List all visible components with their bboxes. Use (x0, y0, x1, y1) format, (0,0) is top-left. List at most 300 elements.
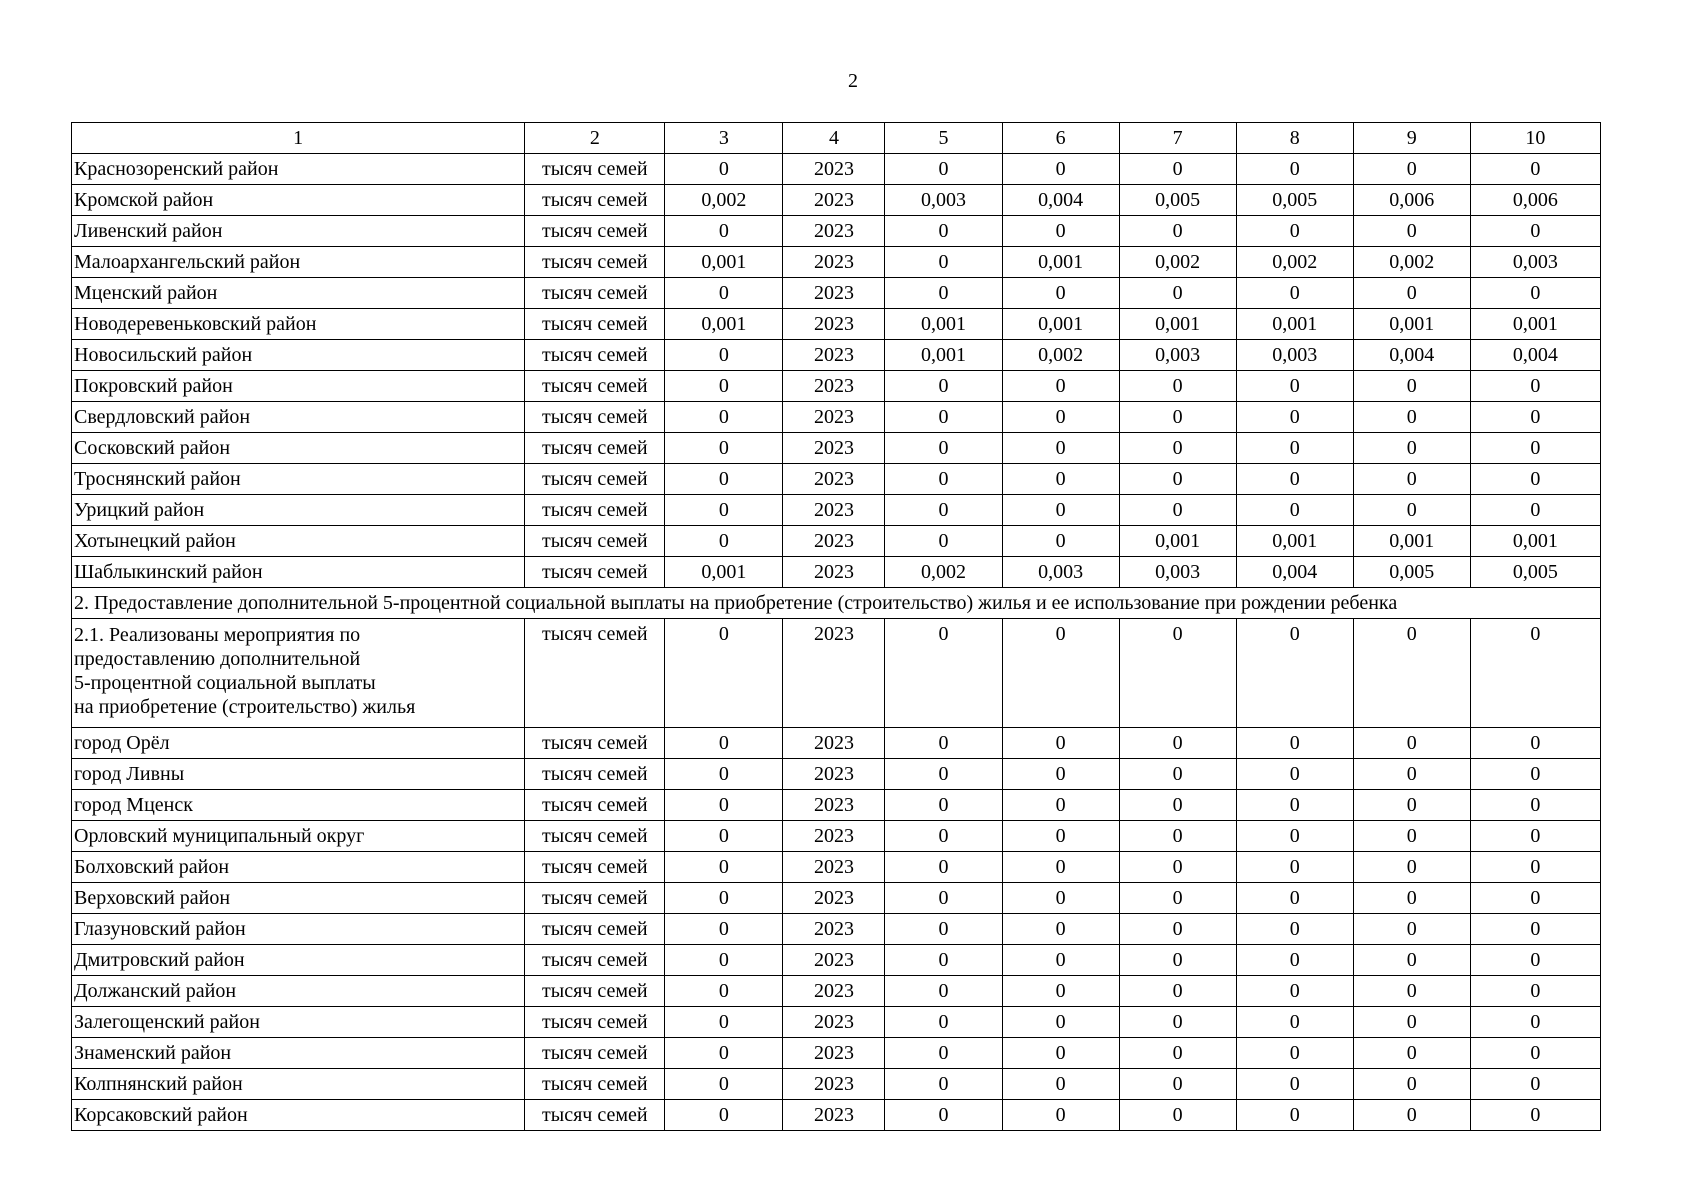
value-cell: 0,001 (1470, 526, 1600, 557)
value-cell: 0 (1470, 1100, 1600, 1131)
value-cell: 0 (665, 728, 783, 759)
value-cell: 0 (885, 402, 1002, 433)
table-row (72, 526, 1601, 557)
value-cell: 0 (885, 619, 1002, 728)
header-cell: 4 (783, 123, 885, 154)
value-cell: 0,001 (1119, 309, 1236, 340)
value-cell: 0 (665, 759, 783, 790)
value-cell: 0 (1236, 495, 1353, 526)
value-cell: 0 (665, 464, 783, 495)
value-cell: 0 (1470, 728, 1600, 759)
row-name-cell: Болховский район (72, 852, 525, 883)
unit-cell: тысяч семей (525, 464, 665, 495)
value-cell: 0 (885, 914, 1002, 945)
value-cell: 0 (665, 852, 783, 883)
value-cell: 0 (1470, 402, 1600, 433)
value-cell: 0 (665, 526, 783, 557)
value-cell: 0 (665, 340, 783, 371)
row-name-cell: Должанский район (72, 976, 525, 1007)
value-cell: 0 (1470, 216, 1600, 247)
table-row (72, 914, 1601, 945)
value-cell: 2023 (783, 619, 885, 728)
value-cell: 0 (665, 216, 783, 247)
row-name-cell: Колпнянский район (72, 1069, 525, 1100)
value-cell: 2023 (783, 278, 885, 309)
value-cell: 0,002 (1002, 340, 1119, 371)
unit-cell: тысяч семей (525, 1069, 665, 1100)
value-cell: 0 (1353, 852, 1470, 883)
unit-cell: тысяч семей (525, 1100, 665, 1131)
value-cell: 0 (1353, 1038, 1470, 1069)
table-row (72, 247, 1601, 278)
value-cell: 0 (1119, 852, 1236, 883)
value-cell: 2023 (783, 1007, 885, 1038)
value-cell: 0 (1119, 1038, 1236, 1069)
value-cell: 0 (665, 1038, 783, 1069)
value-cell: 0 (885, 728, 1002, 759)
unit-cell: тысяч семей (525, 247, 665, 278)
row-name-cell: Мценский район (72, 278, 525, 309)
value-cell: 2023 (783, 821, 885, 852)
unit-cell: тысяч семей (525, 1007, 665, 1038)
value-cell: 0 (1002, 402, 1119, 433)
value-cell: 2023 (783, 852, 885, 883)
value-cell: 0 (1353, 1100, 1470, 1131)
table-row (72, 278, 1601, 309)
value-cell: 0 (885, 371, 1002, 402)
value-cell: 0 (1236, 371, 1353, 402)
value-cell: 2023 (783, 1038, 885, 1069)
unit-cell: тысяч семей (525, 185, 665, 216)
value-cell: 0 (1002, 914, 1119, 945)
table-row (72, 945, 1601, 976)
value-cell: 0 (885, 464, 1002, 495)
table-row (72, 976, 1601, 1007)
table-row (72, 557, 1601, 588)
row-name-cell: Ливенский район (72, 216, 525, 247)
value-cell: 0,004 (1002, 185, 1119, 216)
value-cell: 0 (1002, 1069, 1119, 1100)
row-name-cell (72, 619, 525, 728)
value-cell: 0 (1119, 1100, 1236, 1131)
indicators-table (71, 122, 1601, 1131)
value-cell: 0 (885, 976, 1002, 1007)
table-row (72, 309, 1601, 340)
value-cell: 0 (1119, 914, 1236, 945)
value-cell: 0 (1353, 728, 1470, 759)
value-cell: 0 (1353, 1007, 1470, 1038)
value-cell: 0 (1236, 278, 1353, 309)
unit-cell: тысяч семей (525, 821, 665, 852)
value-cell: 0 (1236, 1007, 1353, 1038)
header-cell: 9 (1353, 123, 1470, 154)
value-cell: 2023 (783, 790, 885, 821)
value-cell: 0 (1470, 371, 1600, 402)
value-cell: 0 (1119, 883, 1236, 914)
value-cell: 0 (885, 1100, 1002, 1131)
value-cell: 0 (1119, 1007, 1236, 1038)
value-cell: 0 (1119, 495, 1236, 526)
value-cell: 0 (665, 278, 783, 309)
value-cell: 0 (1002, 1038, 1119, 1069)
value-cell: 0 (1236, 945, 1353, 976)
table-row (72, 1100, 1601, 1131)
header-cell: 6 (1002, 123, 1119, 154)
value-cell: 0 (1119, 371, 1236, 402)
row-name-line: 5-процентной социальной выплаты (74, 672, 376, 694)
value-cell: 0 (1236, 914, 1353, 945)
unit-cell: тысяч семей (525, 495, 665, 526)
value-cell: 0 (1470, 976, 1600, 1007)
value-cell: 0 (885, 154, 1002, 185)
value-cell: 0,001 (1119, 526, 1236, 557)
row-name-cell: город Орёл (72, 728, 525, 759)
table-row (72, 464, 1601, 495)
value-cell: 0 (1353, 945, 1470, 976)
value-cell: 0 (1119, 619, 1236, 728)
table-row (72, 728, 1601, 759)
value-cell: 0 (1470, 821, 1600, 852)
value-cell: 0 (1236, 1038, 1353, 1069)
value-cell: 0 (1002, 371, 1119, 402)
unit-cell: тысяч семей (525, 433, 665, 464)
value-cell: 0 (885, 759, 1002, 790)
value-cell: 0 (885, 216, 1002, 247)
value-cell: 0 (1353, 976, 1470, 1007)
value-cell: 0 (1236, 759, 1353, 790)
unit-cell: тысяч семей (525, 340, 665, 371)
value-cell: 0 (1119, 728, 1236, 759)
table-row (72, 216, 1601, 247)
row-name-cell: Глазуновский район (72, 914, 525, 945)
value-cell: 2023 (783, 464, 885, 495)
value-cell: 0 (885, 790, 1002, 821)
value-cell: 0 (1002, 1100, 1119, 1131)
header-cell: 10 (1470, 123, 1600, 154)
value-cell: 2023 (783, 1069, 885, 1100)
value-cell: 0 (665, 1069, 783, 1100)
value-cell: 2023 (783, 340, 885, 371)
table-row (72, 759, 1601, 790)
value-cell: 0,005 (1119, 185, 1236, 216)
unit-cell: тысяч семей (525, 914, 665, 945)
table-body (72, 123, 1601, 1131)
table-row (72, 371, 1601, 402)
unit-cell: тысяч семей (525, 728, 665, 759)
value-cell: 2023 (783, 914, 885, 945)
unit-cell: тысяч семей (525, 945, 665, 976)
unit-cell: тысяч семей (525, 402, 665, 433)
value-cell: 0,001 (1236, 526, 1353, 557)
value-cell: 0,003 (1236, 340, 1353, 371)
table-row (72, 1038, 1601, 1069)
row-name-cell: Троснянский район (72, 464, 525, 495)
value-cell: 0 (1470, 278, 1600, 309)
row-name-cell: Дмитровский район (72, 945, 525, 976)
value-cell: 0 (885, 247, 1002, 278)
value-cell: 0,001 (885, 340, 1002, 371)
value-cell: 0 (665, 402, 783, 433)
unit-cell: тысяч семей (525, 1038, 665, 1069)
value-cell: 0 (665, 619, 783, 728)
header-cell: 2 (525, 123, 665, 154)
value-cell: 0 (1470, 1038, 1600, 1069)
table-row (72, 340, 1601, 371)
value-cell: 0 (1119, 759, 1236, 790)
value-cell: 2023 (783, 402, 885, 433)
value-cell: 0 (885, 433, 1002, 464)
value-cell: 0 (1470, 790, 1600, 821)
value-cell: 0 (1470, 1007, 1600, 1038)
value-cell: 0 (1470, 154, 1600, 185)
value-cell: 0 (665, 883, 783, 914)
value-cell: 2023 (783, 371, 885, 402)
value-cell: 0,001 (1002, 247, 1119, 278)
row-name-cell: Новодеревеньковский район (72, 309, 525, 340)
value-cell: 0,001 (1353, 526, 1470, 557)
value-cell: 0 (1236, 154, 1353, 185)
value-cell: 2023 (783, 433, 885, 464)
section-row (72, 588, 1601, 619)
value-cell: 0 (885, 1007, 1002, 1038)
value-cell: 0 (885, 883, 1002, 914)
value-cell: 0 (1002, 945, 1119, 976)
row-name-cell: Шаблыкинский район (72, 557, 525, 588)
value-cell: 0 (1002, 728, 1119, 759)
value-cell: 0 (1119, 433, 1236, 464)
value-cell: 0 (1470, 619, 1600, 728)
header-cell: 8 (1236, 123, 1353, 154)
value-cell: 0 (1119, 216, 1236, 247)
unit-cell: тысяч семей (525, 216, 665, 247)
row-name-cell: Кромской район (72, 185, 525, 216)
value-cell: 0,003 (1119, 340, 1236, 371)
value-cell: 0,005 (1470, 557, 1600, 588)
value-cell: 0 (1236, 821, 1353, 852)
unit-cell: тысяч семей (525, 790, 665, 821)
value-cell: 0 (885, 1038, 1002, 1069)
value-cell: 0 (1236, 216, 1353, 247)
value-cell: 0,006 (1353, 185, 1470, 216)
unit-cell: тысяч семей (525, 976, 665, 1007)
row-name-line: предоставлению дополнительной (74, 648, 361, 670)
value-cell: 2023 (783, 154, 885, 185)
value-cell: 0 (1470, 883, 1600, 914)
value-cell: 0 (1470, 464, 1600, 495)
value-cell: 2023 (783, 185, 885, 216)
row-name-cell: Краснозоренский район (72, 154, 525, 185)
value-cell: 0 (665, 1007, 783, 1038)
value-cell: 0,002 (1119, 247, 1236, 278)
value-cell: 0 (1002, 759, 1119, 790)
value-cell: 0,002 (885, 557, 1002, 588)
value-cell: 0 (885, 945, 1002, 976)
value-cell: 0 (1353, 883, 1470, 914)
value-cell: 0 (1236, 790, 1353, 821)
value-cell: 0,001 (665, 309, 783, 340)
row-name-cell: Орловский муниципальный округ (72, 821, 525, 852)
value-cell: 0 (1353, 371, 1470, 402)
row-name-cell: город Ливны (72, 759, 525, 790)
value-cell: 0 (1353, 821, 1470, 852)
value-cell: 0 (1470, 1069, 1600, 1100)
unit-cell: тысяч семей (525, 619, 665, 728)
value-cell: 0,003 (1119, 557, 1236, 588)
value-cell: 0 (665, 1100, 783, 1131)
value-cell: 0 (1119, 464, 1236, 495)
page-number: 2 (848, 70, 858, 92)
value-cell: 0 (1470, 433, 1600, 464)
row-name-cell: город Мценск (72, 790, 525, 821)
table-row (72, 821, 1601, 852)
value-cell: 0 (1002, 1007, 1119, 1038)
value-cell: 0,002 (1236, 247, 1353, 278)
header-cell: 5 (885, 123, 1002, 154)
value-cell: 0 (1002, 278, 1119, 309)
unit-cell: тысяч семей (525, 883, 665, 914)
value-cell: 0 (1353, 914, 1470, 945)
value-cell: 0 (1002, 976, 1119, 1007)
value-cell: 0 (1002, 852, 1119, 883)
value-cell: 2023 (783, 216, 885, 247)
value-cell: 0 (1236, 852, 1353, 883)
value-cell: 0,001 (1236, 309, 1353, 340)
value-cell: 0 (1353, 790, 1470, 821)
value-cell: 0 (665, 945, 783, 976)
value-cell: 0,001 (1002, 309, 1119, 340)
value-cell: 0 (1353, 1069, 1470, 1100)
value-cell: 0 (1119, 402, 1236, 433)
unit-cell: тысяч семей (525, 371, 665, 402)
value-cell: 2023 (783, 526, 885, 557)
row-name-cell: Залегощенский район (72, 1007, 525, 1038)
value-cell: 0,001 (665, 557, 783, 588)
unit-cell: тысяч семей (525, 309, 665, 340)
row-name-cell: Свердловский район (72, 402, 525, 433)
table-row (72, 883, 1601, 914)
value-cell: 0 (885, 278, 1002, 309)
unit-cell: тысяч семей (525, 526, 665, 557)
value-cell: 0 (1002, 464, 1119, 495)
row-name-cell: Знаменский район (72, 1038, 525, 1069)
value-cell: 0,004 (1353, 340, 1470, 371)
section-title: 2. Предоставление дополнительной 5-процентной социальной выплаты на приобретение (строительство) жилья и ее использование при рождении ребенка (72, 588, 1601, 619)
value-cell: 0 (1119, 154, 1236, 185)
value-cell: 0 (1353, 619, 1470, 728)
value-cell: 0 (1002, 526, 1119, 557)
value-cell: 0 (885, 495, 1002, 526)
value-cell: 0,005 (1236, 185, 1353, 216)
value-cell: 0 (885, 852, 1002, 883)
value-cell: 0 (1119, 790, 1236, 821)
value-cell: 0,003 (1002, 557, 1119, 588)
header-cell: 7 (1119, 123, 1236, 154)
table-row (72, 402, 1601, 433)
row-name-cell: Урицкий район (72, 495, 525, 526)
value-cell: 0 (1002, 883, 1119, 914)
value-cell: 0 (1470, 759, 1600, 790)
value-cell: 0 (1002, 619, 1119, 728)
value-cell: 0 (1353, 216, 1470, 247)
table-row (72, 495, 1601, 526)
value-cell: 0 (1002, 216, 1119, 247)
value-cell: 2023 (783, 1100, 885, 1131)
value-cell: 0 (665, 976, 783, 1007)
value-cell: 0 (1236, 619, 1353, 728)
value-cell: 0 (1002, 433, 1119, 464)
value-cell: 2023 (783, 728, 885, 759)
value-cell: 0 (1236, 1100, 1353, 1131)
value-cell: 0 (665, 495, 783, 526)
row-name-cell: Верховский район (72, 883, 525, 914)
unit-cell: тысяч семей (525, 852, 665, 883)
value-cell: 0,001 (1470, 309, 1600, 340)
value-cell: 0,001 (1353, 309, 1470, 340)
header-cell: 3 (665, 123, 783, 154)
unit-cell: тысяч семей (525, 154, 665, 185)
value-cell: 0 (1353, 278, 1470, 309)
value-cell: 0 (665, 154, 783, 185)
row-name-cell: Хотынецкий район (72, 526, 525, 557)
value-cell: 0 (1353, 154, 1470, 185)
value-cell: 0 (665, 790, 783, 821)
value-cell: 2023 (783, 495, 885, 526)
table-row (72, 619, 1601, 728)
row-name-line: на приобретение (строительство) жилья (74, 696, 416, 718)
value-cell: 0 (1119, 1069, 1236, 1100)
value-cell: 0 (1002, 495, 1119, 526)
value-cell: 0,003 (1470, 247, 1600, 278)
value-cell: 0,003 (885, 185, 1002, 216)
value-cell: 0 (1470, 914, 1600, 945)
value-cell: 0,005 (1353, 557, 1470, 588)
value-cell: 2023 (783, 759, 885, 790)
value-cell: 0 (1119, 945, 1236, 976)
unit-cell: тысяч семей (525, 557, 665, 588)
table-row (72, 1007, 1601, 1038)
table-row (72, 154, 1601, 185)
value-cell: 0 (1002, 154, 1119, 185)
value-cell: 0 (1353, 402, 1470, 433)
value-cell: 0,001 (885, 309, 1002, 340)
value-cell: 2023 (783, 945, 885, 976)
value-cell: 0 (885, 526, 1002, 557)
value-cell: 2023 (783, 309, 885, 340)
value-cell: 0 (1236, 728, 1353, 759)
value-cell: 0,006 (1470, 185, 1600, 216)
row-name-cell: Малоархангельский район (72, 247, 525, 278)
value-cell: 2023 (783, 883, 885, 914)
value-cell: 0 (1353, 495, 1470, 526)
value-cell: 0 (1470, 945, 1600, 976)
value-cell: 0 (1353, 759, 1470, 790)
value-cell: 0 (1353, 464, 1470, 495)
value-cell: 0 (1119, 976, 1236, 1007)
unit-cell: тысяч семей (525, 278, 665, 309)
value-cell: 0 (1236, 464, 1353, 495)
value-cell: 0 (1119, 278, 1236, 309)
value-cell: 0 (1236, 433, 1353, 464)
value-cell: 0 (885, 821, 1002, 852)
value-cell: 0 (665, 371, 783, 402)
row-name-cell: Корсаковский район (72, 1100, 525, 1131)
value-cell: 0 (1470, 495, 1600, 526)
value-cell: 0,002 (1353, 247, 1470, 278)
table-row (72, 852, 1601, 883)
value-cell: 0 (1119, 821, 1236, 852)
unit-cell: тысяч семей (525, 759, 665, 790)
table-row (72, 433, 1601, 464)
